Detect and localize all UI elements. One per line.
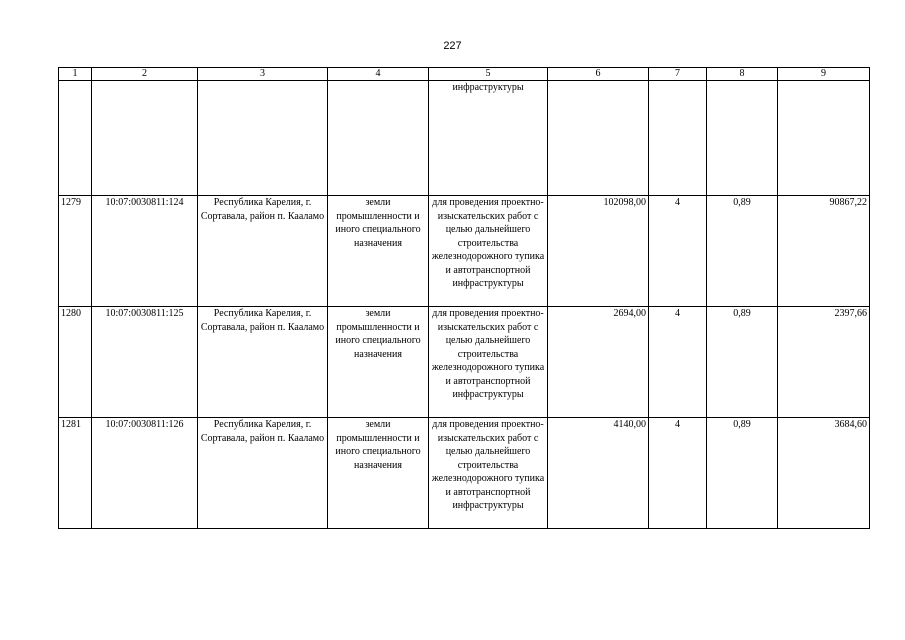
- column-header: 7: [649, 68, 707, 81]
- col8-cell: 0,89: [707, 196, 778, 307]
- cell: [548, 81, 649, 196]
- cell: [198, 81, 328, 196]
- area-cell: 2694,00: [548, 307, 649, 418]
- address-cell: Республика Карелия, г. Сортавала, район п. Кааламо: [198, 196, 328, 307]
- area-cell: 4140,00: [548, 418, 649, 529]
- address-cell: Республика Карелия, г. Сортавала, район п. Кааламо: [198, 307, 328, 418]
- land-category-cell: земли промышленности и иного специального назначения: [328, 196, 429, 307]
- cell: [328, 81, 429, 196]
- purpose-cell: инфраструктуры: [429, 81, 548, 196]
- column-header: 6: [548, 68, 649, 81]
- row-number: 1281: [59, 418, 92, 529]
- col7-cell: 4: [649, 196, 707, 307]
- row-number: 1280: [59, 307, 92, 418]
- column-header: 9: [778, 68, 870, 81]
- cell: [59, 81, 92, 196]
- cell: [778, 81, 870, 196]
- column-header: 5: [429, 68, 548, 81]
- land-plots-table: [58, 67, 870, 529]
- cadastral-number: 10:07:0030811:125: [92, 307, 198, 418]
- cadastral-number: 10:07:0030811:124: [92, 196, 198, 307]
- col8-cell: 0,89: [707, 418, 778, 529]
- col8-cell: 0,89: [707, 307, 778, 418]
- col7-cell: 4: [649, 307, 707, 418]
- col7-cell: 4: [649, 418, 707, 529]
- column-header: 1: [59, 68, 92, 81]
- column-header: 4: [328, 68, 429, 81]
- table-row: [59, 307, 870, 418]
- row-number: 1279: [59, 196, 92, 307]
- purpose-cell: для проведения проектно-изыскательских работ с целью дальнейшего строительства железнодорожного тупика и автотранспортной инфраструктуры: [429, 418, 548, 529]
- col9-cell: 3684,60: [778, 418, 870, 529]
- continuation-row: [59, 81, 870, 196]
- land-category-cell: земли промышленности и иного специального назначения: [328, 418, 429, 529]
- cadastral-number: 10:07:0030811:126: [92, 418, 198, 529]
- column-header: 2: [92, 68, 198, 81]
- column-header: 3: [198, 68, 328, 81]
- area-cell: 102098,00: [548, 196, 649, 307]
- column-numbers-row: [59, 68, 870, 81]
- page-number: 227: [443, 40, 462, 52]
- col9-cell: 90867,22: [778, 196, 870, 307]
- col9-cell: 2397,66: [778, 307, 870, 418]
- cell: [707, 81, 778, 196]
- cell: [92, 81, 198, 196]
- purpose-cell: для проведения проектно-изыскательских работ с целью дальнейшего строительства железнодорожного тупика и автотранспортной инфраструктуры: [429, 307, 548, 418]
- land-category-cell: земли промышленности и иного специального назначения: [328, 307, 429, 418]
- table-row: [59, 196, 870, 307]
- cell: [649, 81, 707, 196]
- purpose-cell: для проведения проектно-изыскательских работ с целью дальнейшего строительства железнодорожного тупика и автотранспортной инфраструктуры: [429, 196, 548, 307]
- table-row: [59, 418, 870, 529]
- column-header: 8: [707, 68, 778, 81]
- address-cell: Республика Карелия, г. Сортавала, район п. Кааламо: [198, 418, 328, 529]
